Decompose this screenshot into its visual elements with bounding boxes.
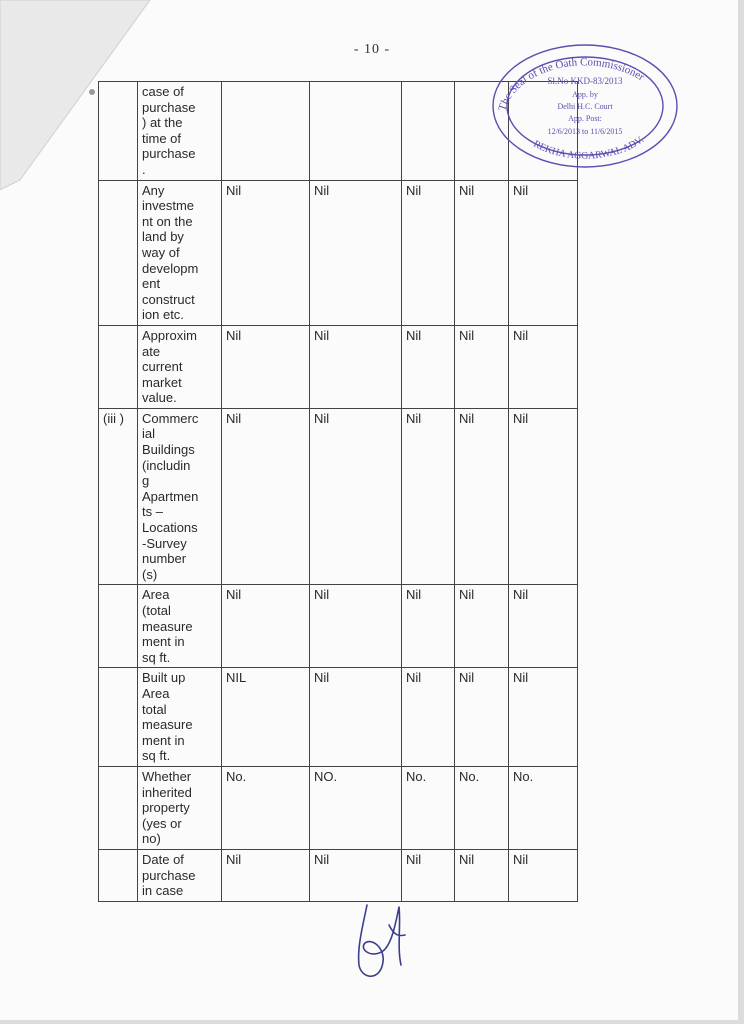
table-row: [99, 585, 578, 668]
description-line: property: [142, 800, 190, 816]
row-serial: [99, 766, 138, 849]
description-line: -Survey: [142, 535, 187, 551]
description-line: purchase: [142, 99, 196, 115]
value-cell: No.: [222, 766, 310, 849]
value-cell: Nil: [310, 849, 402, 901]
value-cell: Nil: [455, 408, 509, 585]
description-line: (includin: [142, 457, 191, 473]
table-row: [99, 408, 578, 585]
description-line: sq ft.: [142, 748, 171, 764]
table-row: [99, 325, 578, 408]
value-cell: Nil: [310, 180, 402, 325]
description-line: .: [142, 161, 146, 177]
row-description: [138, 766, 222, 849]
value-cell: No.: [509, 766, 578, 849]
value-cell: Nil: [222, 408, 310, 585]
description-line: ment in: [142, 732, 185, 748]
description-line: time of: [142, 130, 182, 146]
description-line: measure: [142, 618, 193, 634]
description-line: developm: [142, 260, 199, 276]
description-line: Approxim: [142, 327, 197, 343]
value-cell: Nil: [402, 668, 455, 767]
description-line: Area: [142, 587, 170, 603]
value-cell: [402, 82, 455, 181]
description-line: Buildings: [142, 442, 195, 458]
value-cell: Nil: [402, 408, 455, 585]
description-line: nt on the: [142, 213, 193, 229]
description-line: ial: [142, 426, 156, 442]
value-cell: Nil: [310, 325, 402, 408]
description-line: construct: [142, 291, 195, 307]
description-line: ent: [142, 276, 161, 292]
description-line: Built up: [142, 670, 186, 686]
value-cell: Nil: [509, 408, 578, 585]
seal-top-text: The Seal of the Oath Commissioner: [496, 56, 647, 113]
value-cell: Nil: [402, 849, 455, 901]
value-cell: Nil: [455, 585, 509, 668]
table-row: [99, 180, 578, 325]
description-line: Commerc: [142, 410, 199, 426]
description-line: Any: [142, 182, 165, 198]
value-cell: Nil: [310, 408, 402, 585]
value-cell: Nil: [455, 180, 509, 325]
row-serial: [99, 849, 138, 901]
value-cell: Nil: [310, 585, 402, 668]
value-cell: Nil: [455, 668, 509, 767]
description-line: current: [142, 359, 183, 375]
seal-bottom-text: REKHA AGGARWAL ADV.: [531, 134, 647, 162]
seal-line3: Delhi H.C. Court: [557, 102, 613, 111]
value-cell: Nil: [509, 849, 578, 901]
description-line: number: [142, 551, 187, 567]
seal-slno: Sl.No KKD-83/2013: [547, 76, 623, 86]
value-cell: Nil: [402, 325, 455, 408]
value-cell: [222, 82, 310, 181]
row-description: [138, 849, 222, 901]
seal-line4: App. Post:: [568, 114, 602, 123]
description-line: investme: [142, 198, 195, 214]
row-serial: [99, 585, 138, 668]
handwritten-signature: [345, 885, 415, 985]
description-line: way of: [142, 244, 180, 260]
row-description: [138, 82, 222, 181]
description-line: ate: [142, 343, 161, 359]
value-cell: No.: [402, 766, 455, 849]
description-line: Locations: [142, 520, 198, 536]
value-cell: Nil: [509, 668, 578, 767]
seal-line2: App. by: [572, 90, 598, 99]
row-serial: [99, 180, 138, 325]
value-cell: Nil: [222, 849, 310, 901]
description-line: in case: [142, 883, 184, 899]
value-cell: Nil: [402, 585, 455, 668]
oath-commissioner-seal: [490, 42, 680, 170]
description-line: g: [142, 473, 150, 489]
description-line: measure: [142, 717, 193, 733]
description-line: total: [142, 701, 167, 717]
value-cell: Nil: [455, 849, 509, 901]
value-cell: No.: [455, 766, 509, 849]
table-row: [99, 849, 578, 901]
description-line: purchase: [142, 146, 196, 162]
table-row: [99, 668, 578, 767]
description-line: inherited: [142, 784, 192, 800]
description-line: ts –: [142, 504, 163, 520]
row-description: [138, 325, 222, 408]
row-serial: (iii ): [99, 408, 138, 585]
value-cell: Nil: [222, 585, 310, 668]
value-cell: Nil: [509, 180, 578, 325]
description-line: (yes or: [142, 815, 182, 831]
value-cell: Nil: [509, 585, 578, 668]
seal-validity: 12/6/2013 to 11/6/2015: [547, 127, 623, 136]
description-line: ) at the: [142, 115, 183, 131]
assets-table: [98, 81, 578, 902]
description-line: ment in: [142, 634, 185, 650]
row-serial: [99, 668, 138, 767]
row-serial: [99, 325, 138, 408]
description-line: market: [142, 374, 182, 390]
value-cell: NO.: [310, 766, 402, 849]
value-cell: Nil: [310, 668, 402, 767]
value-cell: Nil: [222, 325, 310, 408]
description-line: sq ft.: [142, 649, 171, 665]
row-description: [138, 585, 222, 668]
row-description: [138, 408, 222, 585]
value-cell: [310, 82, 402, 181]
row-serial: [99, 82, 138, 181]
value-cell: Nil: [455, 325, 509, 408]
description-line: no): [142, 831, 161, 847]
description-line: Area: [142, 685, 170, 701]
value-cell: Nil: [402, 180, 455, 325]
row-description: [138, 180, 222, 325]
description-line: value.: [142, 390, 177, 406]
description-line: Date of: [142, 851, 184, 867]
value-cell: Nil: [222, 180, 310, 325]
table-row: [99, 766, 578, 849]
description-line: Whether: [142, 768, 192, 784]
description-line: land by: [142, 229, 184, 245]
page-number: - 10 -: [353, 42, 391, 57]
value-cell: Nil: [509, 325, 578, 408]
description-line: (total: [142, 603, 171, 618]
description-line: ion etc.: [142, 307, 184, 323]
row-description: [138, 668, 222, 767]
value-cell: NIL: [222, 668, 310, 767]
description-line: case of: [142, 84, 184, 99]
description-line: (s): [142, 566, 158, 582]
description-line: purchase: [142, 867, 196, 883]
description-line: Apartmen: [142, 488, 199, 504]
